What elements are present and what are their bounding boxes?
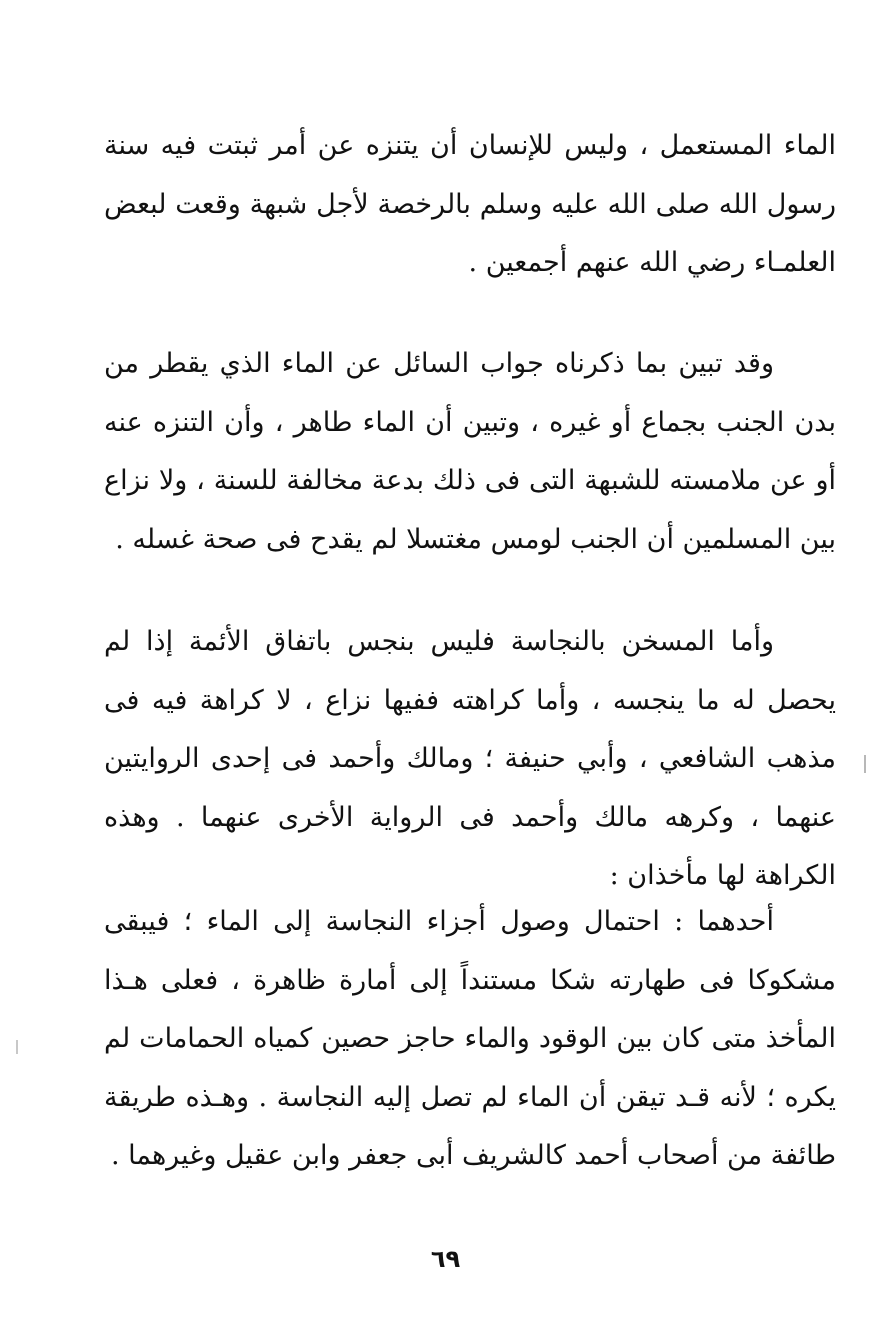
paragraph-4 (104, 893, 836, 1186)
page-number: ٦٩ (430, 1245, 461, 1273)
paragraph-1-text: الماء المستعمل ، وليس للإنسان أن يتنزه عن أمر ثبتت فيه سنة رسول الله صلى الله عليه وسلم بالرخصة لأجل شبهة وقعت لبعض العلمـاء رضي الله عنهم أجمعين . (104, 130, 836, 278)
paragraph-3 (104, 613, 836, 906)
paragraph-1 (104, 117, 836, 293)
paragraph-3-text: وأما المسخن بالنجاسة فليس بنجس باتفاق الأئمة إذا لم يحصل له ما ينجسه ، وأما كراهته ففيها نزاع ، لا كراهة فيه فى مذهب الشافعي ، وأبي حنيفة ؛ ومالك وأحمد فى إحدى الروايتين عنهما ، وكرهه مالك وأحمد فى الرواية الأخرى عنهما . وهذه الكراهة لها مأخذان : (104, 626, 836, 891)
paragraph-2-text: وقد تبين بما ذكرناه جواب السائل عن الماء الذي يقطر من بدن الجنب بجماع أو غيره ، وتبين أن الماء طاهر ، وأن التنزه عنه أو عن ملامسته للشبهة التى فى ذلك بدعة مخالفة للسنة ، ولا نزاع بين المسلمين أن الجنب لومس مغتسلا لم يقدح فى صحة غسله . (104, 348, 836, 555)
margin-mark-left (16, 1040, 18, 1054)
paragraph-4-text: أحدهما : احتمال وصول أجزاء النجاسة إلى الماء ؛ فيبقى مشكوكا فى طهارته شكا مستنداً إلى أمارة ظاهرة ، فعلى هـذا المأخذ متى كان بين الوقود والماء حاجز حصين كمياه الحمامات لم يكره ؛ لأنه قـد تيقن أن الماء لم تصل إليه النجاسة . وهـذه طريقة طائفة من أصحاب أحمد كالشريف أبى جعفر وابن عقيل وغيرهما . (104, 906, 836, 1171)
paragraph-2 (104, 335, 836, 569)
margin-mark (864, 755, 866, 773)
